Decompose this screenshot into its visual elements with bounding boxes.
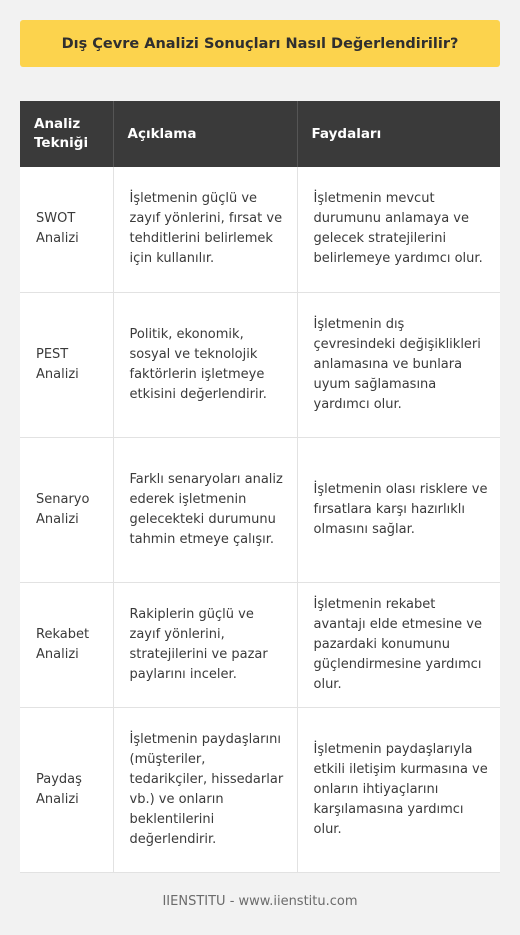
technique-cell: Paydaş Analizi <box>20 707 113 872</box>
description-cell: Politik, ekonomik, sosyal ve teknolojik faktörlerin işletmeye etkisini değerlendirir. <box>113 292 297 437</box>
table-row <box>20 582 500 707</box>
table-row <box>20 707 500 872</box>
header-benefits: Faydaları <box>297 101 500 167</box>
description-cell: İşletmenin güçlü ve zayıf yönlerini, fırsat ve tehditlerini belirlemek için kullanılır. <box>113 167 297 292</box>
description-cell: İşletmenin paydaşlarını (müşteriler, tedarikçiler, hissedarlar vb.) ve onların beklentilerini değerlendirir. <box>113 707 297 872</box>
table-row <box>20 437 500 582</box>
header-description: Açıklama <box>113 101 297 167</box>
description-cell: Farklı senaryoları analiz ederek işletmenin gelecekteki durumunu tahmin etmeye çalışır. <box>113 437 297 582</box>
footer-credit: IIENSTITU - www.iienstitu.com <box>162 894 358 909</box>
page-title: Dış Çevre Analizi Sonuçları Nasıl Değerlendirilir? <box>20 20 500 67</box>
description-cell: Rakiplerin güçlü ve zayıf yönlerini, stratejilerini ve pazar paylarını inceler. <box>113 582 297 707</box>
analysis-table <box>20 101 500 873</box>
technique-cell: SWOT Analizi <box>20 167 113 292</box>
benefits-cell: İşletmenin olası risklere ve fırsatlara karşı hazırlıklı olmasını sağlar. <box>297 437 500 582</box>
benefits-cell: İşletmenin dış çevresindeki değişiklikleri anlamasına ve bunlara uyum sağlamasına yardımcı olur. <box>297 292 500 437</box>
table-row <box>20 167 500 292</box>
technique-cell: Senaryo Analizi <box>20 437 113 582</box>
table-header-row <box>20 101 500 167</box>
benefits-cell: İşletmenin rekabet avantajı elde etmesine ve pazardaki konumunu güçlendirmesine yardımcı olur. <box>297 582 500 707</box>
technique-cell: Rekabet Analizi <box>20 582 113 707</box>
benefits-cell: İşletmenin mevcut durumunu anlamaya ve gelecek stratejilerini belirlemeye yardımcı olur. <box>297 167 500 292</box>
benefits-cell: İşletmenin paydaşlarıyla etkili iletişim kurmasına ve onların ihtiyaçlarını karşılamasına yardımcı olur. <box>297 707 500 872</box>
technique-cell: PEST Analizi <box>20 292 113 437</box>
header-technique: Analiz Tekniği <box>20 101 113 167</box>
table-row <box>20 292 500 437</box>
